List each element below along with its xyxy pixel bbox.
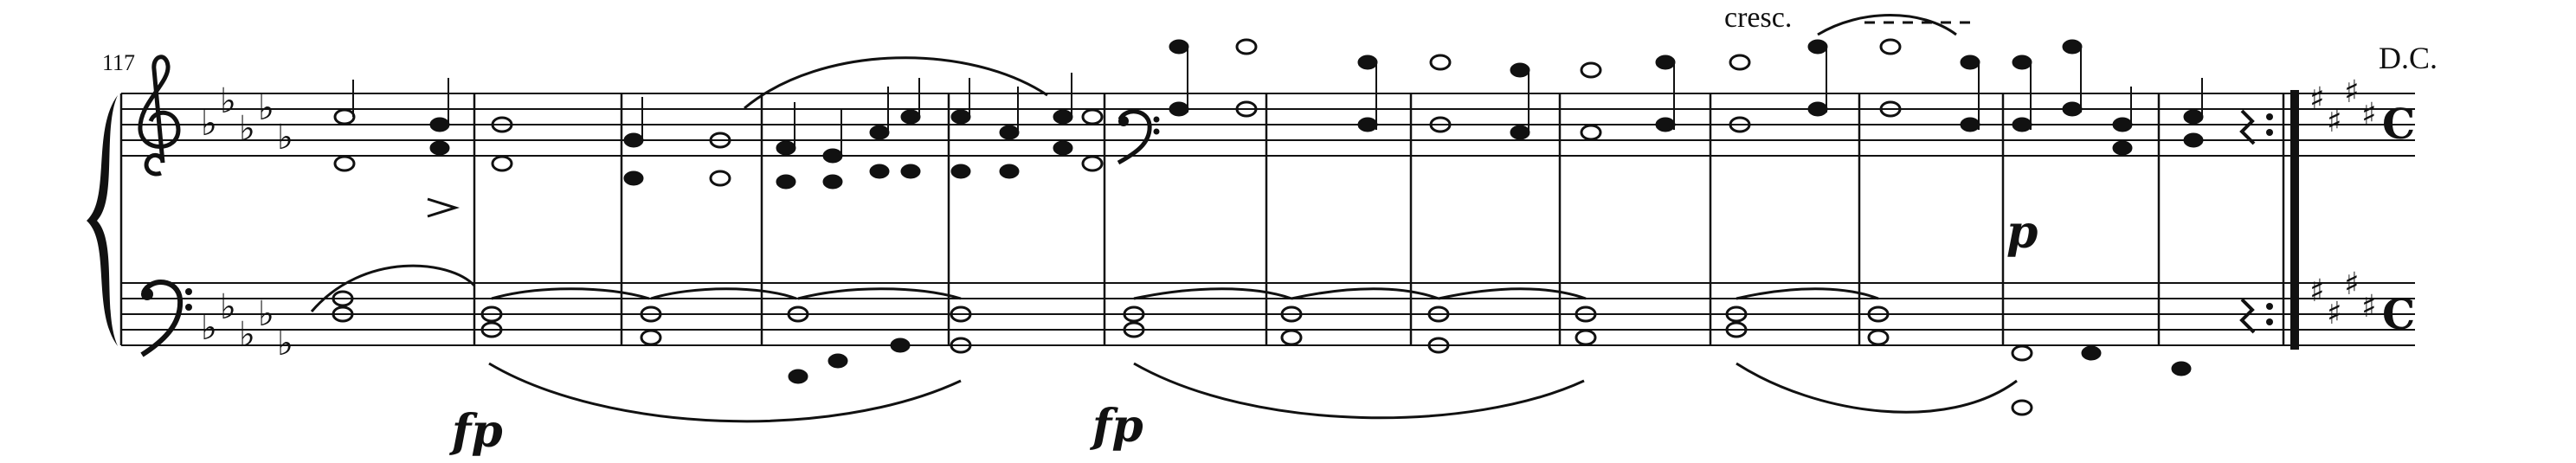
cresc-marking: cresc.	[1724, 2, 1793, 34]
dynamic-p: p	[2006, 206, 2038, 259]
common-time-signature	[2382, 100, 2415, 339]
svg-text:♭: ♭	[258, 294, 274, 334]
svg-text:♯: ♯	[2327, 104, 2342, 139]
svg-text:♭: ♭	[277, 118, 293, 158]
accent-mark	[428, 199, 455, 216]
dynamic-fp-1: fp	[452, 405, 503, 458]
svg-text:♯: ♯	[2344, 74, 2360, 110]
svg-text:♯: ♯	[2361, 289, 2377, 325]
svg-text:♭: ♭	[239, 315, 255, 355]
svg-text:♯: ♯	[2361, 97, 2377, 132]
svg-text:♭: ♭	[201, 308, 217, 348]
measure-number: 117	[102, 50, 136, 75]
grand-staff-brace	[87, 95, 118, 346]
svg-text:♭: ♭	[277, 324, 293, 363]
svg-text:♭: ♭	[239, 109, 255, 149]
svg-text:♭: ♭	[258, 88, 274, 128]
svg-text:♯: ♯	[2309, 81, 2325, 117]
svg-text:♯: ♯	[2327, 296, 2342, 331]
dc-marking: D.C.	[2379, 41, 2438, 75]
repeat-barline	[2266, 90, 2299, 350]
end-key-signature-sharps	[2309, 74, 2376, 331]
bass-clef-left	[141, 282, 192, 355]
slurs	[312, 16, 2017, 421]
treble-notes	[335, 40, 2203, 189]
bass-notes	[333, 292, 2191, 415]
svg-text:C: C	[2382, 291, 2416, 339]
svg-text:C: C	[2382, 100, 2416, 149]
svg-text:♭: ♭	[220, 81, 236, 121]
svg-text:♭: ♭	[201, 104, 217, 144]
svg-text:♭: ♭	[220, 287, 236, 327]
svg-text:♯: ♯	[2309, 273, 2325, 309]
dynamic-fp-2: fp	[1092, 400, 1143, 453]
svg-text:♯: ♯	[2344, 267, 2360, 302]
